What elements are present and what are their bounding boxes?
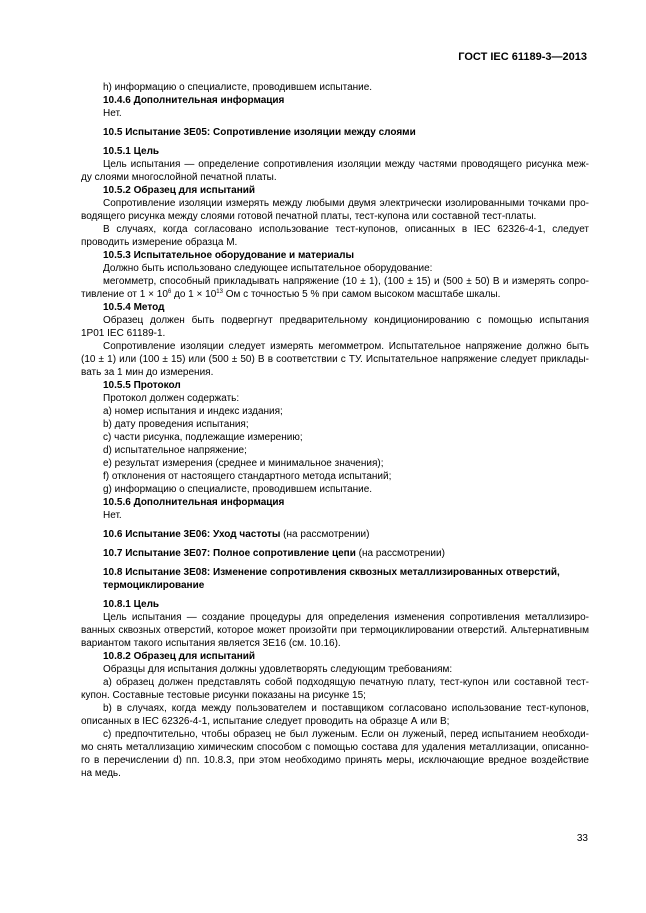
text-line: описанных в IEC 62326-4-1, испытание следует проводить на образце А или В;: [81, 716, 450, 727]
text-line: 1P01 IEC 61189-1.: [81, 328, 166, 339]
text-line: Образцы для испытания должны удовлетворять следующим требованиям:: [103, 664, 453, 675]
text-line: мегомметр, способный прикладывать напряжение (10 ± 1), (100 ± 15) и (500 ± 50) В и измерять сопро-: [103, 276, 589, 287]
section-heading: 10.5.1 Цель: [103, 146, 160, 157]
text-line: проводить измерение образца М.: [81, 237, 238, 248]
text-line: Протокол должен содержать:: [103, 393, 240, 404]
section-heading-with-note: 10.7 Испытание 3E07: Полное сопротивление цепи (на рассмотрении): [103, 548, 445, 559]
list-item: с) предпочтительно, чтобы образец не был луженым. Если он луженый, перед испытанием необходи-: [103, 729, 589, 740]
text-line: вать за 1 мин до измерения.: [81, 367, 214, 378]
page-body: [81, 81, 589, 780]
text-line: го в перечислении d) пп. 10.8.3, при этом необходимо принять меры, исключающие вредное воздействие: [81, 755, 589, 766]
list-item: b) в случаях, когда между пользователем и поставщиком согласовано использование тест-купонов,: [103, 703, 589, 714]
section-heading: термоциклирование: [103, 580, 205, 591]
list-item: b) дату проведения испытания;: [103, 419, 249, 430]
list-item: а) образец должен представлять собой подходящую печатную плату, тест-купон или составной тест-: [103, 677, 589, 688]
text-line: Образец должен быть подвергнут предварительному кондиционированию с помощью испытания: [103, 315, 589, 326]
text-line: ванных сквозных отверстий, которое может произойти при термоциклировании отверстий. Альтернативным: [81, 625, 589, 636]
text-line: Должно быть использовано следующее испытательное оборудование:: [103, 263, 433, 274]
list-item: d) испытательное напряжение;: [103, 445, 247, 456]
section-heading: 10.5.5 Протокол: [103, 380, 181, 391]
text-line: Цель испытания — определение сопротивления изоляции между частями проводящего рисунка меж-: [103, 159, 589, 170]
exponent: 6: [167, 289, 172, 295]
section-heading: 10.4.6 Дополнительная информация: [103, 95, 285, 106]
document-header: ГОСТ IEC 61189-3—2013: [458, 51, 587, 63]
section-heading: 10.5.2 Образец для испытаний: [103, 185, 256, 196]
text-line: мо снять металлизацию химическим способом с помощью состава для удаления металлизации, описанно-: [81, 742, 589, 753]
section-heading: 10.5.6 Дополнительная информация: [103, 497, 285, 508]
list-item: f) отклонения от настоящего стандартного метода испытаний;: [103, 471, 392, 482]
text-line: водящего рисунка между слоями готовой печатной платы, тест-купона или составной тест-платы.: [81, 211, 537, 222]
exponent: 13: [216, 289, 223, 295]
text-line: на медь.: [81, 768, 121, 779]
text-line: вариантом такого испытания является 3E16 (см. 10.16).: [81, 638, 341, 649]
text-line: ду слоями многослойной печатной платы.: [81, 172, 277, 183]
section-heading-with-note: 10.6 Испытание 3E06: Уход частоты (на рассмотрении): [103, 529, 370, 540]
text-line: Сопротивление изоляции измерять между любыми двумя электрически изолированными точками про-: [103, 198, 589, 209]
text-line-with-superscripts: тивление от $1 \times 10^6$ до $1 \times 10^{13}$ Ом с точностью 5 % при самом высоком масштабе шкалы.: [81, 289, 501, 300]
section-heading: 10.8.2 Образец для испытаний: [103, 651, 256, 662]
text-line: Сопротивление изоляции следует измерять мегомметром. Испытательное напряжение должно быть: [103, 341, 589, 352]
section-heading: 10.8 Испытание 3E08: Изменение сопротивления сквозных металлизированных отверстий,: [103, 567, 560, 578]
text-line: (10 ± 1) или (100 ± 15) или (500 ± 50) В в соответствии с ТУ. Испытательное напряжение следует приклады-: [81, 354, 589, 365]
section-heading: 10.5 Испытание 3E05: Сопротивление изоляции между слоями: [103, 127, 416, 138]
list-item: а) номер испытания и индекс издания;: [103, 406, 283, 417]
text-line: В случаях, когда согласовано использование тест-купонов, описанных в IEC 62326-4-1, следует: [103, 224, 589, 235]
list-item: е) результат измерения (среднее и минимальное значения);: [103, 458, 384, 469]
text-line: h) информацию о специалисте, проводившем испытание.: [103, 82, 373, 93]
text-line: Цель испытания — создание процедуры для определения изменения сопротивления металлизиро-: [103, 612, 589, 623]
list-item: g) информацию о специалисте, проводившем испытание.: [103, 484, 373, 495]
text-line: Нет.: [103, 108, 122, 119]
section-heading: 10.8.1 Цель: [103, 599, 160, 610]
section-heading: 10.5.3 Испытательное оборудование и материалы: [103, 250, 354, 261]
text-line: Нет.: [103, 510, 122, 521]
list-item: с) части рисунка, подлежащие измерению;: [103, 432, 303, 443]
page-number: 33: [576, 833, 588, 844]
text-line: купон. Составные тестовые рисунки показаны на рисунке 15;: [81, 690, 366, 701]
section-heading: 10.5.4 Метод: [103, 302, 165, 313]
